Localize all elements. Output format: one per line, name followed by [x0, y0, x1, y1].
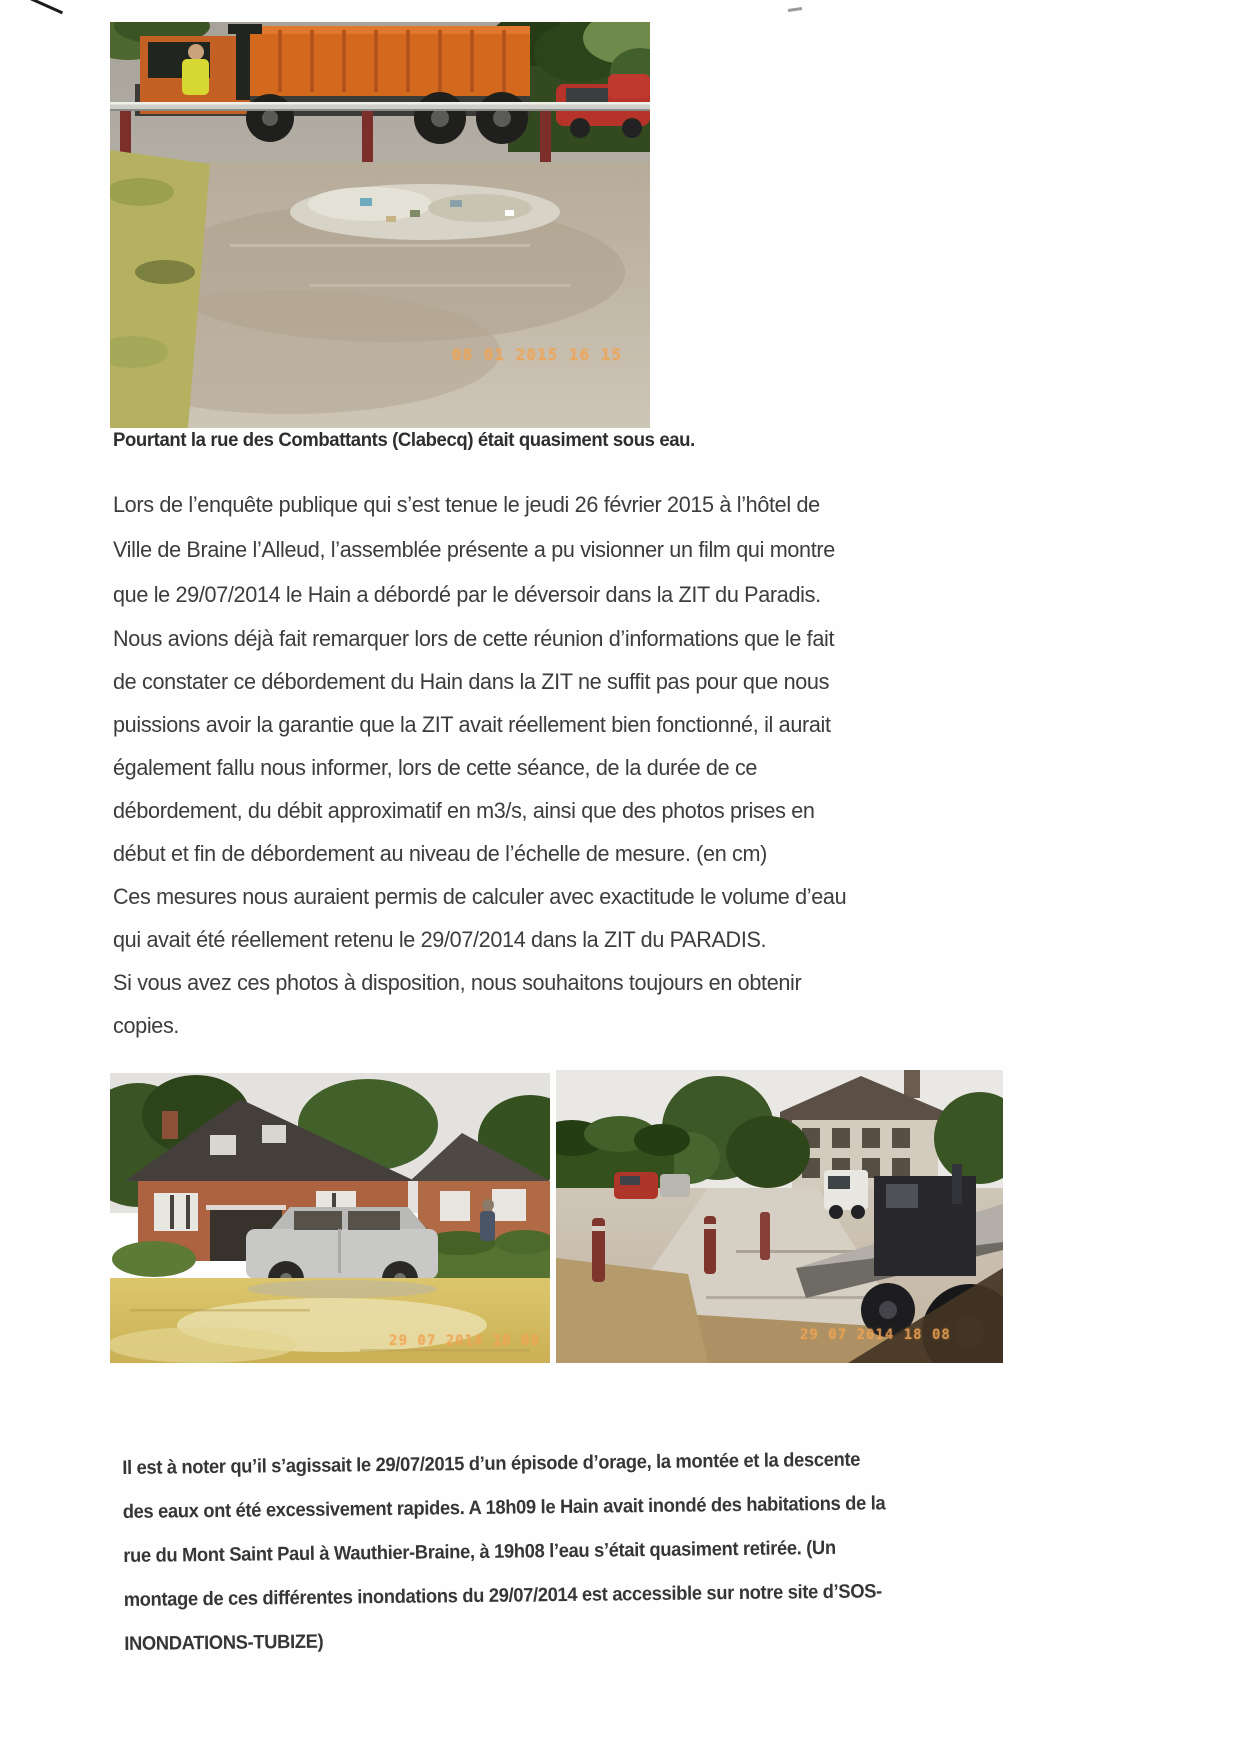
photo-flooded-house: [110, 1073, 550, 1363]
paragraph-3: [122, 1437, 887, 1666]
paragraph-1: [113, 482, 835, 617]
text-line: Lors de l’enquête publique qui s’est tenue le jeudi 26 février 2015 à l’hôtel de: [113, 492, 820, 517]
flooded-road-illustration: [556, 1070, 1003, 1363]
text-line: Ces mesures nous auraient permis de calculer avec exactitude le volume d’eau: [113, 884, 847, 909]
text-line: de constater ce débordement du Hain dans la ZIT ne suffit pas pour que nous: [113, 669, 830, 694]
photo-flooded-street-truck: [110, 22, 650, 428]
photo-caption: Pourtant la rue des Combattants (Clabecq) était quasiment sous eau.: [113, 429, 695, 451]
paragraph-2: [113, 617, 846, 1047]
photo-flooded-road-towtruck: [556, 1070, 1003, 1363]
text-line: copies.: [113, 1013, 180, 1038]
photo-timestamp: 08 01 2015 16 15: [451, 345, 622, 364]
text-line: montage de ces différentes inondations du 29/07/2014 est accessible sur notre site d’SOS-: [123, 1580, 882, 1611]
debris-pile: [290, 184, 560, 240]
flood-water: [110, 1278, 550, 1363]
scan-artifact: [29, 0, 63, 14]
text-line: Si vous avez ces photos à disposition, nous souhaitons toujours en obtenir: [113, 970, 802, 995]
flooded-house-illustration: [110, 1073, 550, 1363]
text-line: Ville de Braine l’Alleud, l’assemblée présente a pu visionner un film qui montre: [113, 537, 835, 562]
text-line: également fallu nous informer, lors de cette séance, de la durée de ce: [113, 755, 758, 780]
text-line: que le 29/07/2014 le Hain a débordé par le déversoir dans la ZIT du Paradis.: [113, 582, 821, 607]
photo-timestamp: 29 07 2014 18 08: [389, 1333, 540, 1349]
text-line: puissions avoir la garantie que la ZIT avait réellement bien fonctionné, il aurait: [113, 712, 831, 737]
text-line: des eaux ont été excessivement rapides. A 18h09 le Hain avait inondé des habitations de la: [122, 1492, 886, 1523]
scan-artifact: [788, 7, 802, 12]
photo-timestamp: 29 07 2014 18 08: [800, 1327, 951, 1343]
text-line: début et fin de débordement au niveau de l’échelle de mesure. (en cm): [113, 841, 768, 866]
text-line: qui avait été réellement retenu le 29/07/2014 dans la ZIT du PARADIS.: [113, 927, 767, 952]
text-line: Nous avions déjà fait remarquer lors de cette réunion d’informations que le fait: [113, 626, 835, 651]
flood-truck-illustration: [110, 22, 650, 428]
text-line: débordement, du débit approximatif en m3/s, ainsi que des photos prises en: [113, 798, 815, 823]
text-line: INONDATIONS-TUBIZE): [124, 1630, 324, 1655]
text-line: Il est à noter qu’il s’agissait le 29/07/2015 d’un épisode d’orage, la montée et la descente: [122, 1448, 861, 1479]
person: [480, 1199, 495, 1241]
text-line: rue du Mont Saint Paul à Wauthier-Braine, à 19h08 l’eau s’était quasiment retirée. (Un: [123, 1536, 836, 1567]
